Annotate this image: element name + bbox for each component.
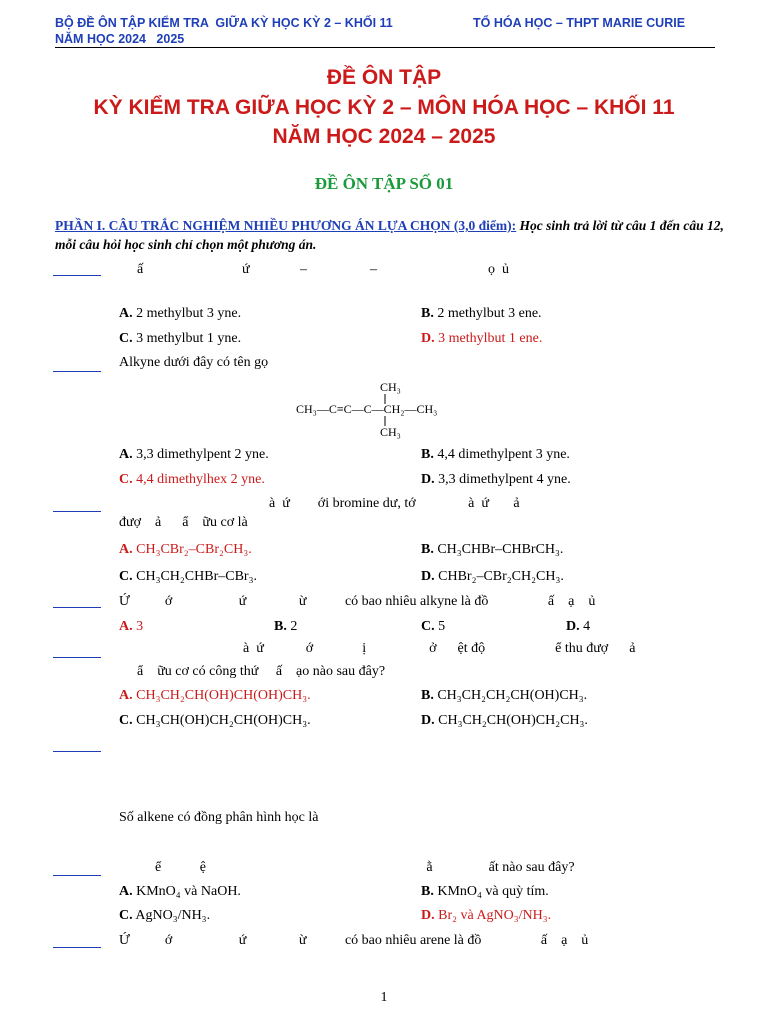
exam-subtitle: ĐỀ ÔN TẬP SỐ 01 bbox=[314, 174, 454, 193]
section-heading bbox=[55, 216, 725, 254]
q2-structural-formula bbox=[296, 380, 486, 440]
section-instruction: Học sinh trả lời từ câu 1 đến câu 12, mỗi câu hỏi học sinh chỉ chọn một phương án. bbox=[55, 218, 724, 252]
answer-blank-q6[interactable] bbox=[53, 751, 101, 752]
structure-top-methyl: CH₃ bbox=[380, 380, 401, 394]
answer-blank-q7[interactable] bbox=[53, 875, 101, 876]
q1-fragment: – bbox=[300, 262, 307, 277]
structure-main-chain: CH₃—C≡C—C—CH₂—CH₃ bbox=[296, 402, 438, 416]
title-line2: KỲ KIỂM TRA GIỮA HỌC KỲ 2 – MÔN HÓA HỌC – KHỐI 11 bbox=[93, 96, 675, 119]
q4-line: Ứ ớ ứ ừ có bao nhiêu alkyne là đồ ấ ạ ủ bbox=[119, 594, 596, 609]
header-divider bbox=[55, 47, 715, 48]
q4-option-d: D. 4 bbox=[566, 619, 591, 634]
title-line1: ĐỀ ÔN TẬP bbox=[326, 66, 442, 89]
q7-option-a: A. KMnO₄ và NaOH. bbox=[119, 884, 241, 899]
page-number: 1 bbox=[380, 990, 388, 1005]
q5-line2: ẩ ữu cơ có công thứ ấ ạo nào sau đây? bbox=[137, 664, 386, 679]
q2-stem: Alkyne dưới đây có tên gọ bbox=[119, 355, 269, 370]
answer-blank-q1[interactable] bbox=[53, 275, 101, 276]
q1-option-d-correct: D. 3 methylbut 1 ene. bbox=[421, 331, 543, 346]
q5-option-a-correct: A. CH₃CH₂CH(OH)CH(OH)CH₃. bbox=[119, 688, 311, 703]
q2-option-a: A. 3,3 dimethylpent 2 yne. bbox=[119, 447, 269, 462]
q3-option-b: B. CH₃CHBr–CHBrCH₃. bbox=[421, 542, 564, 557]
q8-line: Ứ ớ ứ ừ có bao nhiêu arene là đồ ấ ạ ủ bbox=[119, 933, 589, 948]
title-line3: NĂM HỌC 2024 – 2025 bbox=[272, 125, 496, 148]
q1-fragment: ứ bbox=[242, 262, 250, 277]
q6-stem: Số alkene có đồng phân hình học là bbox=[119, 810, 319, 825]
answer-blank-q8[interactable] bbox=[53, 947, 101, 948]
answer-blank-q2[interactable] bbox=[53, 371, 101, 372]
q2-option-c-correct: C. 4,4 dimethylhex 2 yne. bbox=[119, 472, 265, 487]
q3-line2: đượ ả ẩ ữu cơ là bbox=[119, 515, 248, 530]
header-left-line1: BỘ ĐỀ ÔN TẬP KIỂM TRA GIỮA KỲ HỌC KỲ 2 – KHỐI 11 bbox=[55, 16, 393, 30]
q4-option-b: B. 2 bbox=[274, 619, 298, 634]
header-right-line1: TỔ HÓA HỌC – THPT MARIE CURIE bbox=[473, 16, 686, 30]
q3-option-d: D. CHBr₂–CBr₂CH₂CH₃. bbox=[421, 569, 564, 584]
q7-option-c: C. AgNO₃/NH₃. bbox=[119, 908, 211, 923]
structure-bottom-methyl: CH₃ bbox=[380, 425, 401, 439]
q5-option-b: B. CH₃CH₂CH₂CH(OH)CH₃. bbox=[421, 688, 588, 703]
answer-blank-q5[interactable] bbox=[53, 657, 101, 658]
q5-option-c: C. CH₃CH(OH)CH₂CH(OH)CH₃. bbox=[119, 713, 311, 728]
header-left-line2: NĂM HỌC 2024 2025 bbox=[55, 32, 185, 46]
section-title: PHẦN I. CÂU TRẮC NGHIỆM NHIỀU PHƯƠNG ÁN LỰA CHỌN (3,0 điểm): bbox=[55, 218, 517, 233]
answer-blank-q4[interactable] bbox=[53, 607, 101, 608]
q1-fragment: ọ ủ bbox=[488, 262, 509, 277]
q1-option-b: B. 2 methylbut 3 ene. bbox=[421, 306, 542, 321]
q1-fragment: – bbox=[370, 262, 377, 277]
q1-fragment: ấ bbox=[137, 262, 144, 277]
q2-option-b: B. 4,4 dimethylpent 3 yne. bbox=[421, 447, 570, 462]
q5-option-d: D. CH₃CH₂CH(OH)CH₂CH₃. bbox=[421, 713, 588, 728]
q3-line1: à ứ ới bromine dư, tớ à ứ ả bbox=[269, 496, 520, 511]
q5-line1: à ứ ớ ị ở ệt độ ể thu đượ ả bbox=[243, 641, 636, 656]
q1-option-c: C. 3 methylbut 1 yne. bbox=[119, 331, 242, 346]
q4-option-a-correct: A. 3 bbox=[119, 619, 144, 634]
q7-option-d-correct: D. Br₂ và AgNO₃/NH₃. bbox=[421, 908, 552, 923]
q3-option-a-correct: A. CH₃CBr₂–CBr₂CH₃. bbox=[119, 542, 252, 557]
q1-option-a: A. 2 methylbut 3 yne. bbox=[119, 306, 242, 321]
q3-option-c: C. CH₃CH₂CHBr–CBr₃. bbox=[119, 569, 257, 584]
q4-option-c: C. 5 bbox=[421, 619, 446, 634]
q7-line: ể ệ ằ ất nào sau đây? bbox=[155, 860, 575, 875]
q7-option-b: B. KMnO₄ và quỳ tím. bbox=[421, 884, 549, 899]
q2-option-d: D. 3,3 dimethylpent 4 yne. bbox=[421, 472, 571, 487]
answer-blank-q3[interactable] bbox=[53, 511, 101, 512]
